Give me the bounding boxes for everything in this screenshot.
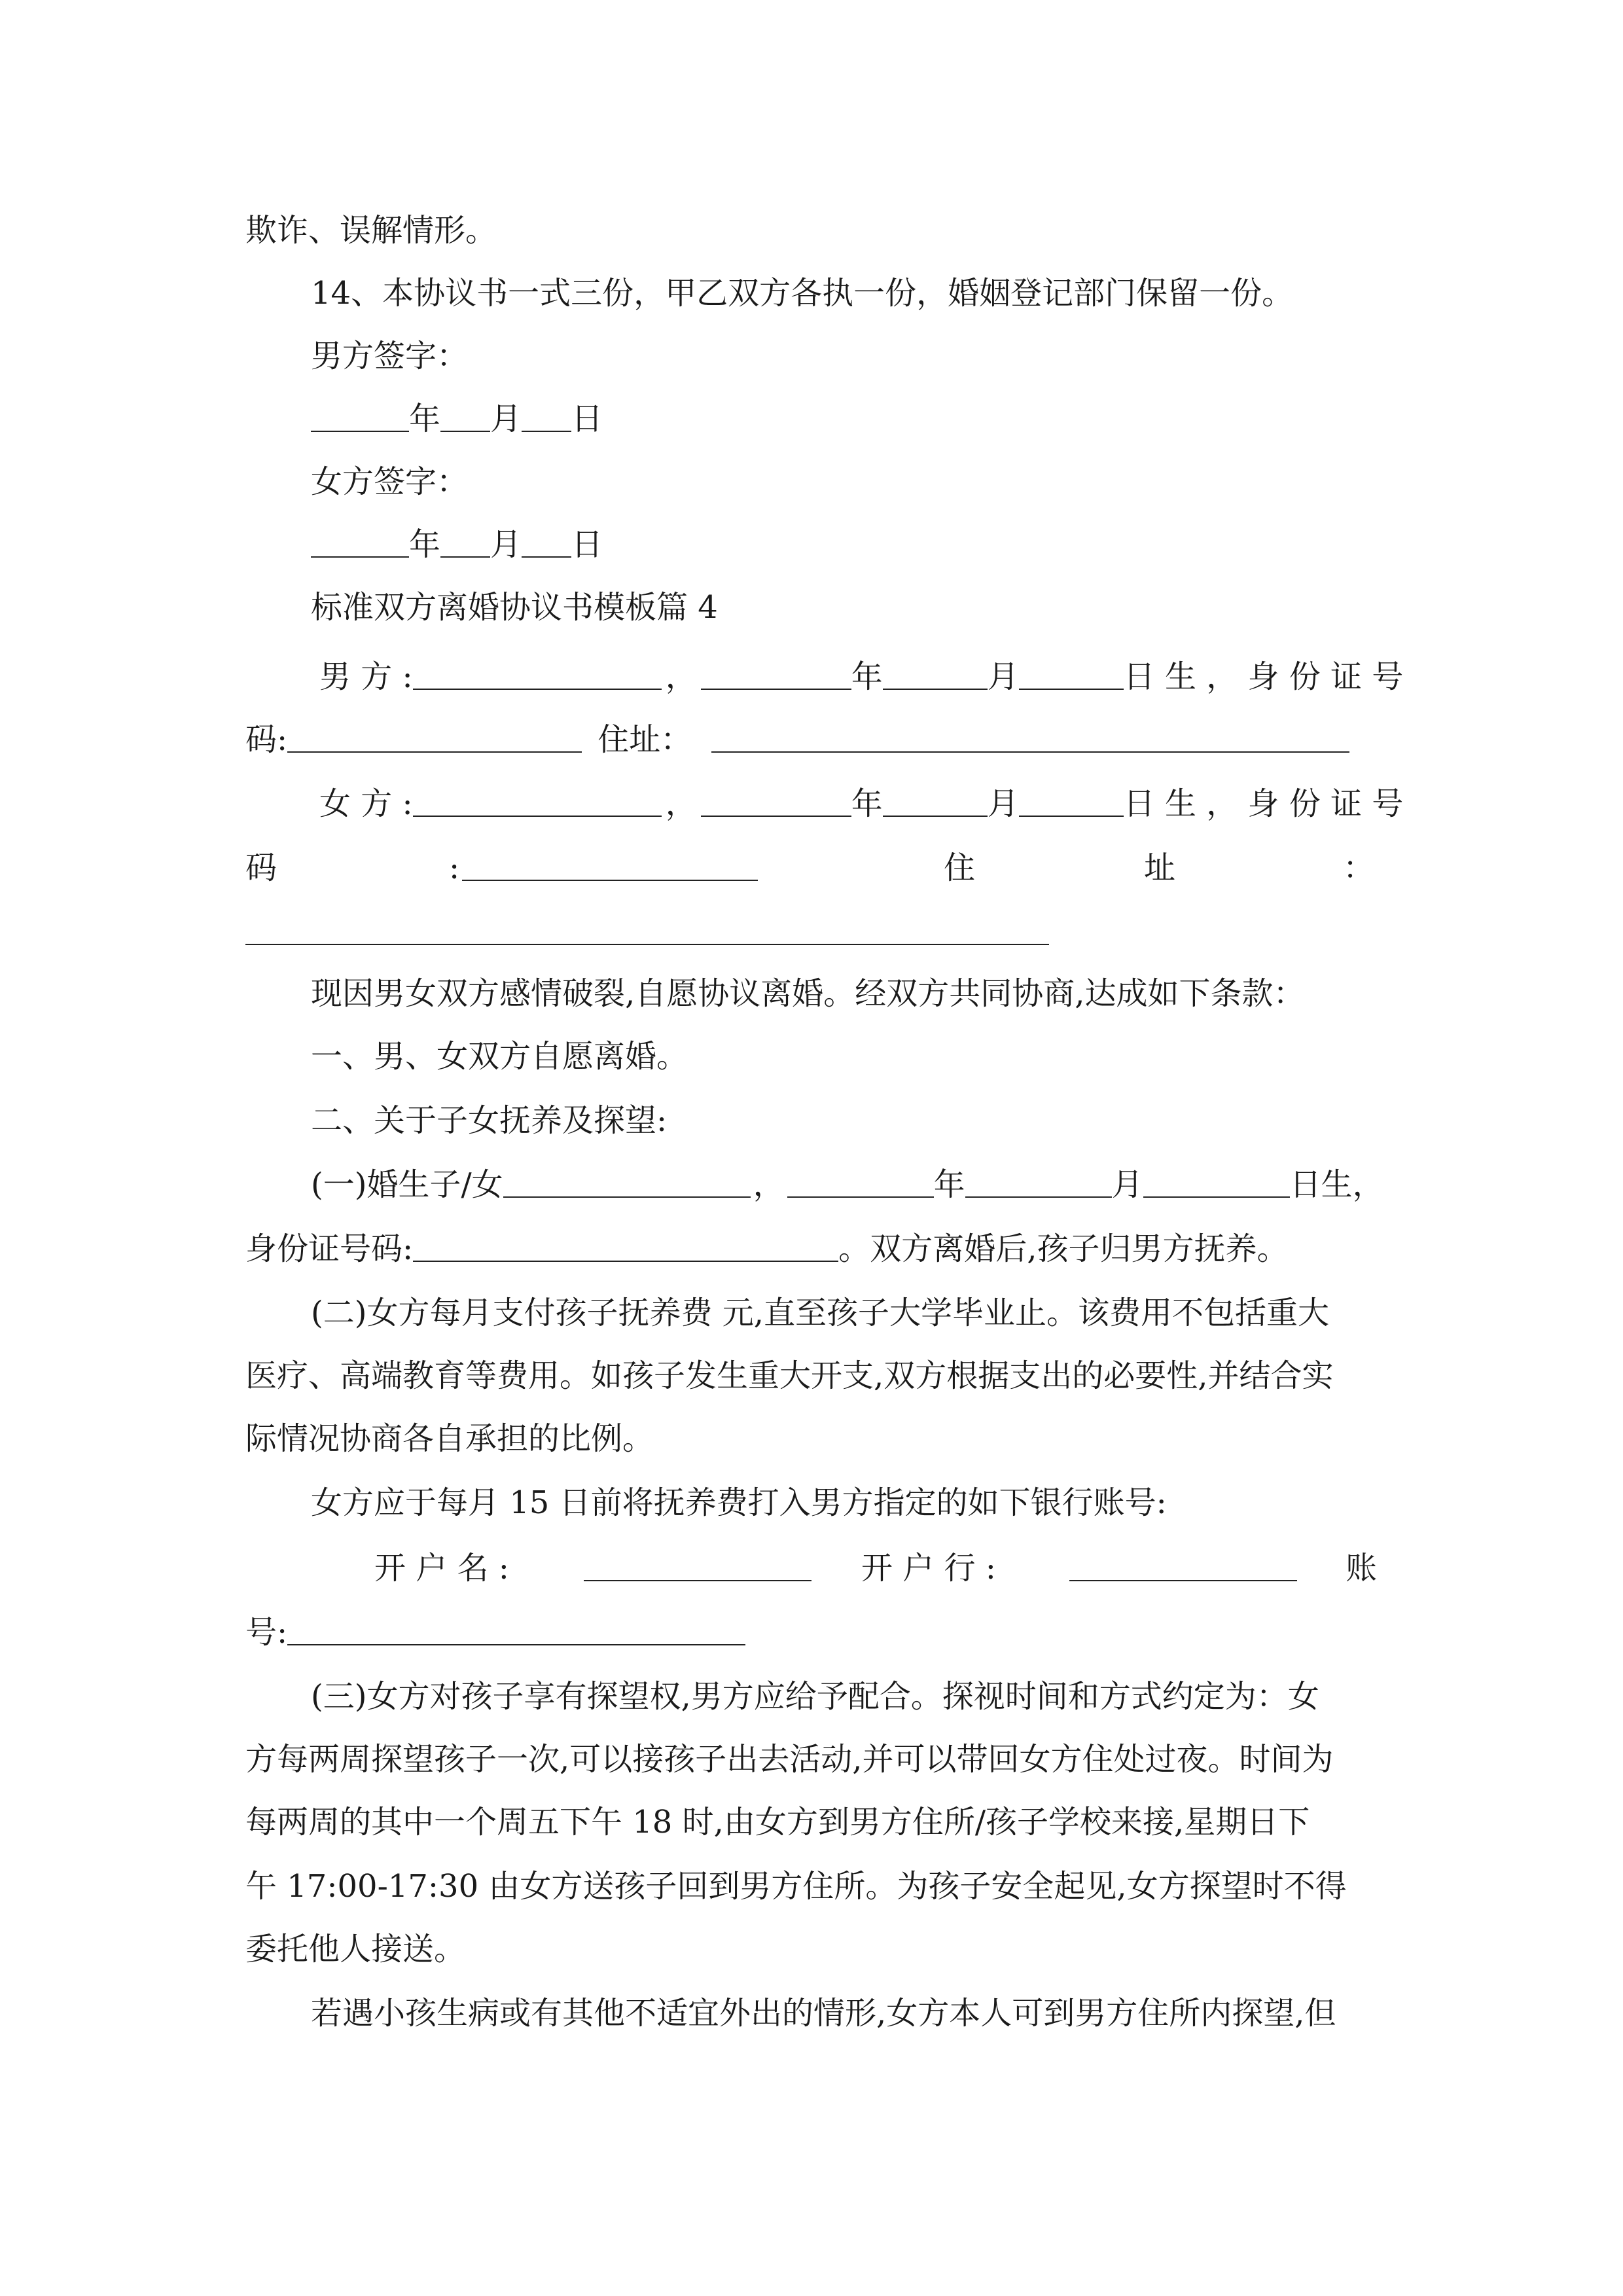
clause-2-3: (三)女方对孩子享有探望权,男方应给予配合。探视时间和方式约定为：女 xyxy=(311,1678,1319,1715)
comma: ， xyxy=(665,785,697,822)
month-blank[interactable] xyxy=(440,402,490,432)
preamble: 现因男女双方感情破裂,自愿协议离婚。经双方共同协商,达成如下条款： xyxy=(311,975,1305,1012)
year-label: 年 xyxy=(851,658,883,695)
account-name-label: 开 户 名 : xyxy=(374,1550,509,1587)
birth-id-label: 日 生 ， 身 份 证 号 xyxy=(1123,658,1404,695)
comma: ， xyxy=(753,1166,785,1203)
birth-id-label: 日 生 ， 身 份 证 号 xyxy=(1123,785,1404,822)
bank-blank[interactable] xyxy=(1069,1549,1297,1588)
male-id-address-line xyxy=(245,720,1349,759)
female-address-blank[interactable] xyxy=(245,944,1049,945)
address-label: 住址： xyxy=(597,721,692,758)
day-label: 日 xyxy=(571,526,603,563)
female-id-label: 码 xyxy=(245,850,277,886)
birth-day-blank[interactable] xyxy=(1019,660,1124,690)
clause-1: 一、男、女双方自愿离婚。 xyxy=(311,1038,688,1075)
child-month-blank[interactable] xyxy=(965,1168,1112,1198)
male-address-blank[interactable] xyxy=(711,723,1349,753)
account-label: 账 xyxy=(1346,1550,1378,1587)
female-name-blank[interactable] xyxy=(413,787,662,817)
colon: ： xyxy=(1343,850,1375,886)
birth-month-blank[interactable] xyxy=(883,787,988,817)
year-blank[interactable] xyxy=(311,528,409,558)
year-label: 年 xyxy=(851,785,883,822)
text-line: 若遇小孩生病或有其他不适宜外出的情形,女方本人可到男方住所内探望,但 xyxy=(311,1995,1336,2032)
male-id-blank[interactable] xyxy=(287,723,582,753)
female-id-blank[interactable] xyxy=(462,848,758,888)
clause-2-heading: 二、关于子女抚养及探望: xyxy=(311,1102,668,1139)
month-label: 月 xyxy=(490,401,522,437)
male-name-blank[interactable] xyxy=(413,660,662,690)
birth-year-blank[interactable] xyxy=(701,787,851,817)
account-name-blank[interactable] xyxy=(584,1549,812,1588)
birth-day-blank[interactable] xyxy=(1019,787,1124,817)
payment-instruction: 女方应于每月 15 日前将抚养费打入男方指定的如下银行账号: xyxy=(311,1484,1167,1521)
male-signature-label: 男方签字： xyxy=(311,338,469,374)
month-label: 月 xyxy=(987,658,1019,695)
child-line xyxy=(311,1165,1384,1204)
year-label: 年 xyxy=(933,1166,965,1203)
month-label: 月 xyxy=(490,526,522,563)
text-line: 委托他人接送。 xyxy=(245,1931,466,1967)
clause-14: 14、本协议书一式三份，甲乙双方各执一份，婚姻登记部门保留一份。 xyxy=(311,275,1294,312)
female-address-label: 住 xyxy=(944,850,976,886)
year-label: 年 xyxy=(409,526,441,563)
section-title: 标准双方离婚协议书模板篇 4 xyxy=(311,589,718,626)
id-label: 码: xyxy=(245,721,288,758)
child-day-blank[interactable] xyxy=(1143,1168,1290,1198)
child-label: (一)婚生子/女 xyxy=(311,1166,503,1203)
child-year-blank[interactable] xyxy=(787,1168,934,1198)
text-line: 每两周的其中一个周五下午 18 时,由女方到男方住所/孩子学校来接,星期日下 xyxy=(245,1804,1310,1840)
month-label: 月 xyxy=(1111,1166,1143,1203)
text-line: 午 17:00-17:30 由女方送孩子回到男方住所。为孩子安全起见,女方探望时不得 xyxy=(245,1868,1347,1905)
child-id-line xyxy=(245,1229,1288,1268)
female-party-line xyxy=(319,784,1403,823)
year-blank[interactable] xyxy=(311,402,409,432)
day-blank[interactable] xyxy=(522,528,571,558)
female-signature-label: 女方签字： xyxy=(311,463,469,500)
male-label: 男 方 : xyxy=(319,658,413,695)
birth-label: 日生， xyxy=(1289,1166,1384,1203)
birth-month-blank[interactable] xyxy=(883,660,988,690)
child-name-blank[interactable] xyxy=(503,1168,751,1198)
clause-2-2: (二)女方每月支付孩子抚养费 元,直至孩子大学毕业止。该费用不包括重大 xyxy=(311,1295,1329,1331)
text-line: 方每两周探望孩子一次,可以接孩子出去活动,并可以带回女方住处过夜。时间为 xyxy=(245,1741,1334,1778)
month-label: 月 xyxy=(987,785,1019,822)
id-label: 身份证号码: xyxy=(245,1230,414,1267)
day-label: 日 xyxy=(571,401,603,437)
year-label: 年 xyxy=(409,401,441,437)
bank-label: 开 户 行 : xyxy=(861,1550,996,1587)
male-party-line xyxy=(319,657,1403,696)
colon: : xyxy=(449,850,460,886)
female-address-label-2: 址 xyxy=(1144,850,1176,886)
account-number-line xyxy=(245,1613,745,1652)
day-blank[interactable] xyxy=(522,402,571,432)
custody-text: 。双方离婚后,孩子归男方抚养。 xyxy=(838,1230,1289,1267)
month-blank[interactable] xyxy=(440,528,490,558)
text-line: 欺诈、误解情形。 xyxy=(245,212,497,249)
child-id-blank[interactable] xyxy=(413,1232,838,1262)
account-number-label: 号: xyxy=(245,1614,288,1651)
date-line xyxy=(311,525,603,564)
text-line: 医疗、高端教育等费用。如孩子发生重大开支,双方根据支出的必要性,并结合实 xyxy=(245,1357,1334,1394)
birth-year-blank[interactable] xyxy=(701,660,851,690)
female-label: 女 方 : xyxy=(319,785,413,822)
date-line xyxy=(311,399,603,439)
text-line: 际情况协商各自承担的比例。 xyxy=(245,1420,654,1457)
comma: ， xyxy=(665,658,697,695)
account-number-blank[interactable] xyxy=(287,1615,745,1645)
